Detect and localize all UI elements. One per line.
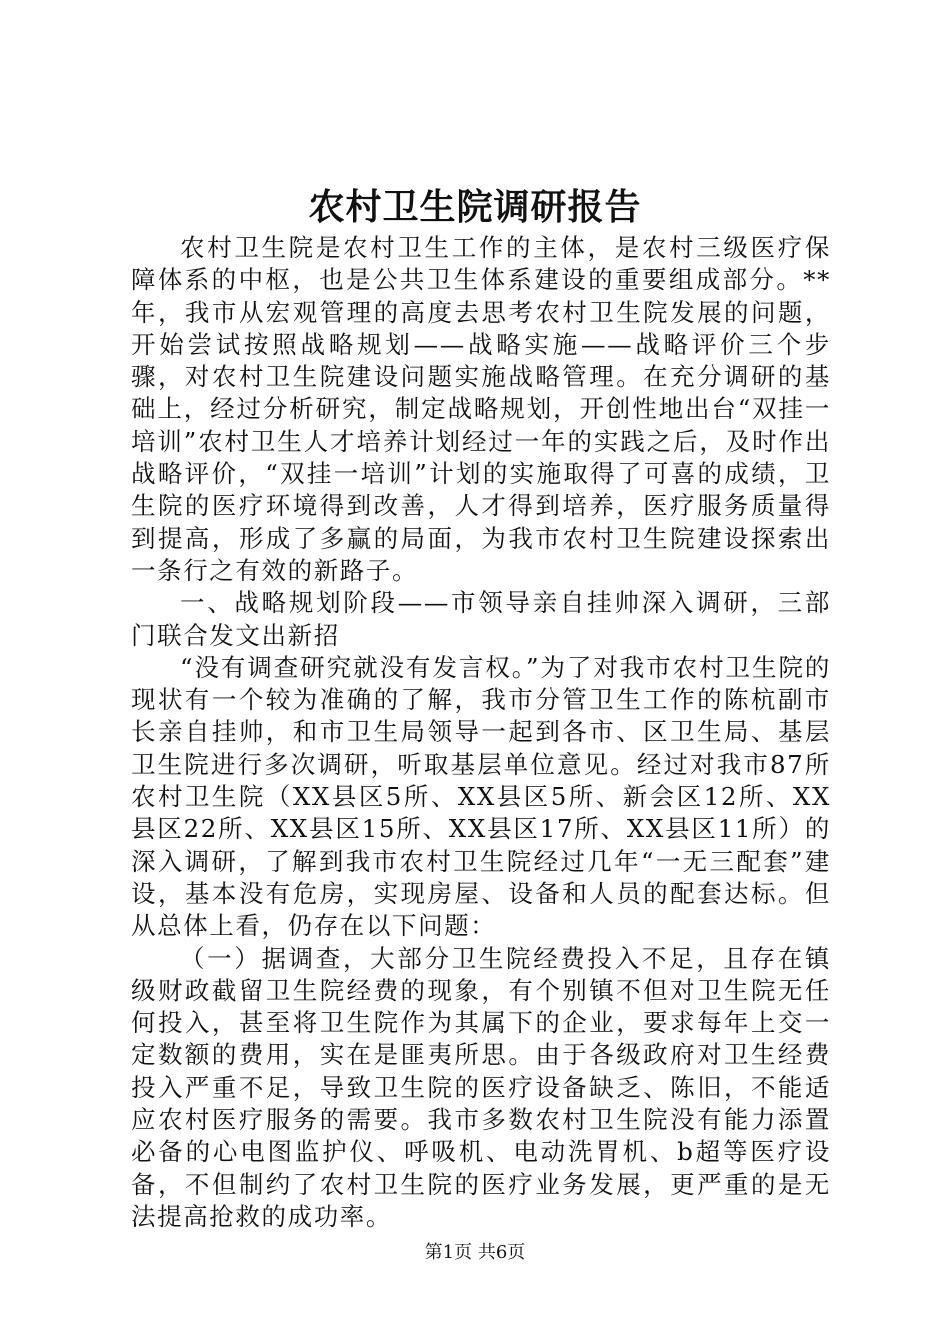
paragraph-problem-one: （一）据调查，大部分卫生院经费投入不足，且存在镇级财政截留卫生院经费的现象，有个别镇不但对卫生院无任何投入，甚至将卫生院作为其属下的企业，要求每年上交一定数额的费用，实在是匪夷所思。由于各级政府对卫生经费投入严重不足，导致卫生院的医疗设备缺乏、陈旧，不能适应农村医疗服务的需要。我市多数农村卫生院没有能力添置必备的心电图监护仪、呼吸机、电动洗胃机、b超等医疗设备，不但制约了农村卫生院的医疗业务发展，更严重的是无法提高抢救的成功率。 xyxy=(131,943,831,1231)
document-body xyxy=(131,232,831,1233)
paragraph-section-heading: 一、战略规划阶段——市领导亲自挂帅深入调研，三部门联合发文出新招 xyxy=(131,588,831,650)
document-title: 农村卫生院调研报告 xyxy=(308,186,642,228)
paragraph-intro: 农村卫生院是农村卫生工作的主体，是农村三级医疗保障体系的中枢，也是公共卫生体系建设的重要组成部分。**年，我市从宏观管理的高度去思考农村卫生院发展的问题，开始尝试按照战略规划——战略实施——战略评价三个步骤，对农村卫生院建设问题实施战略管理。在充分调研的基础上，经过分析研究，制定战略规划，开创性地出台“双挂一培训”农村卫生人才培养计划经过一年的实践之后，及时作出战略评价，“双挂一培训”计划的实施取得了可喜的成绩，卫生院的医疗环境得到改善，人才得到培养，医疗服务质量得到提高，形成了多赢的局面，为我市农村卫生院建设探索出一条行之有效的新路子。 xyxy=(131,233,831,585)
paragraph-investigation: “没有调查研究就没有发言权。”为了对我市农村卫生院的现状有一个较为准确的了解，我市分管卫生工作的陈杭副市长亲自挂帅，和市卫生局领导一起到各市、区卫生局、基层卫生院进行多次调研，听取基层单位意见。经过对我市87所农村卫生院（XX县区5所、XX县区5所、新会区12所、XX县区22所、XX县区15所、XX县区17所、XX县区11所）的深入调研，了解到我市农村卫生院经过几年“一无三配套”建设，基本没有危房，实现房屋、设备和人员的配套达标。但从总体上看，仍存在以下问题： xyxy=(131,652,831,941)
page-footer: 第1页 共6页 xyxy=(424,1242,526,1263)
